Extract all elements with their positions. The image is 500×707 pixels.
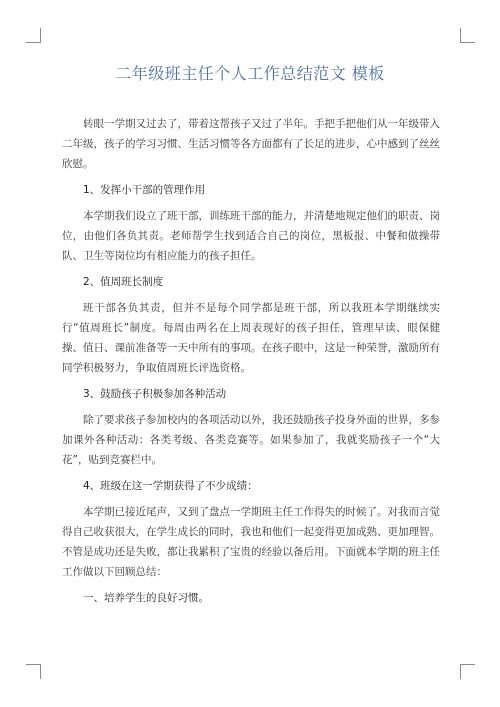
crop-mark-top-right (460, 28, 475, 43)
crop-mark-bottom-right (460, 664, 475, 679)
crop-mark-bottom-left (26, 664, 41, 679)
document-body (62, 114, 440, 614)
section-paragraph-3: 除了要求孩子参加校内的各项活动以外，我还鼓励孩子投身外面的世界，多参加课外各种活动：各类考级、各类竞赛等。如果参加了，我就奖励孩子一个“大花”，贴到竞赛栏中。 (62, 414, 440, 466)
document-title: 二年级班主任个人工作总结范文 模板 (115, 64, 385, 83)
section-paragraph-1: 本学期我们设立了班干部，训练班干部的能力，并清楚地规定他们的职责、岗位，由他们各负其责。老师帮学生找到适合自己的岗位，黑板报、中餐和做操带队、卫生等岗位均有相应能力的孩子担任。 (62, 210, 440, 262)
section-paragraph-4: 本学期已接近尾声，又到了盘点一学期班主任工作得失的时候了。对我而言觉得自己收获很大，在学生成长的同时，我也和他们一起变得更加成熟、更加理智。不管是成功还是失败，都让我累积了宝贵的经验以备后用。下面就本学期的班主任工作做以下回顾总结： (62, 506, 440, 578)
section-heading-3: 3、鼓励孩子积极参加各种活动 (83, 388, 227, 400)
section-heading-5: 一、培养学生的良好习惯。 (83, 592, 209, 604)
section-heading-1: 1、发挥小干部的管理作用 (83, 184, 206, 196)
intro-paragraph: 转眼一学期又过去了，带着这帮孩子又过了半年。手把手把他们从一年级带入二年级，孩子的学习习惯、生活习惯等各方面都有了长足的进步，心中感到了丝丝欣慰。 (62, 118, 440, 170)
section-heading-4: 4、班级在这一学期获得了不少成绩： (83, 480, 258, 492)
section-paragraph-2: 班干部各负其责，但并不是每个同学都是班干部，所以我班本学期继续实行“值周班长”制度。每周由两名在上周表现好的孩子担任，管理早读、眼保健操、值日、课前准备等一天中所有的事项。在孩子眼中，这是一种荣誉，激励所有同学积极努力，争取值周班长评选资格。 (62, 302, 440, 374)
section-heading-2: 2、值周班长制度 (83, 276, 164, 288)
crop-mark-top-left (26, 28, 41, 43)
